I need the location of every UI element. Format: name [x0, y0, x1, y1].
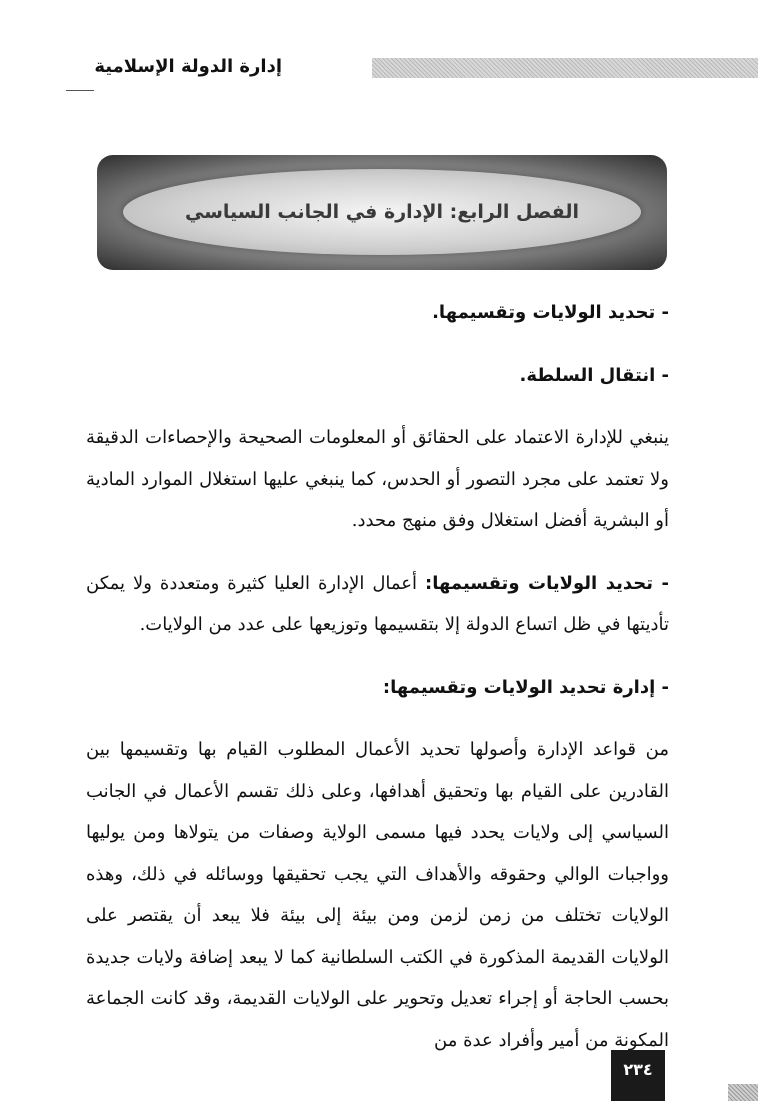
page-header: [0, 48, 758, 92]
paragraph-1: ينبغي للإدارة الاعتماد على الحقائق أو المعلومات الصحيحة والإحصاءات الدقيقة ولا تعتمد على مجرد التصور أو الحدس، كما ينبغي عليها استغلال الموارد المادية أو البشرية أفضل استغلال وفق منهج محدد.: [86, 427, 669, 531]
paragraph-2-text: أعمال الإدارة العليا كثيرة ومتعددة ولا يمكن تأديتها في ظل اتساع الدولة إلا بتقسيمها وتوزيعها على عدد من الولايات.: [86, 572, 669, 635]
header-rule: [66, 90, 94, 91]
header-pattern-band: [372, 58, 758, 78]
page-number-box: [611, 1050, 665, 1101]
paragraph-2: [86, 563, 669, 646]
list-item: - انتقال السلطة.: [519, 364, 669, 386]
paragraph-4: من قواعد الإدارة وأصولها تحديد الأعمال المطلوب القيام بها وتقسيمها بين القادرين على القيام بها وتحقيق أهدافها، وعلى ذلك تقسم الأعمال في الجانب السياسي إلى ولايات يحدد فيها مسمى الولاية وصفات من يتولاها ومن يوليها وواجبات الوالي وحقوقه والأهداف التي يجب تحقيقها ووسائله في ذلك، وهذه الولايات تختلف من زمن لزمن ومن بيئة إلى بيئة فلا يبعد أن يقتصر على الولايات القديمة المذكورة في الكتب السلطانية كما لا يبعد إضافة ولايات جديدة بحسب الحاجة أو إجراء تعديل وتحوير على الولايات القديمة، وقد كانت الجماعة المكونة من أمير وأفراد عدة من: [86, 739, 669, 1051]
edge-pattern: [728, 1084, 758, 1101]
list-item: - تحديد الولايات وتقسيمها.: [432, 302, 669, 323]
chapter-title: الفصل الرابع: الإدارة في الجانب السياسي: [184, 201, 579, 223]
body-text: [86, 292, 669, 1061]
page-number: ٢٣٤: [623, 1060, 653, 1079]
section-heading: - إدارة تحديد الولايات وتقسيمها:: [382, 676, 669, 698]
chapter-banner: [97, 155, 667, 270]
running-title: إدارة الدولة الإسلامية: [94, 56, 282, 77]
section-heading-inline: - تحديد الولايات وتقسيمها:: [425, 572, 669, 594]
